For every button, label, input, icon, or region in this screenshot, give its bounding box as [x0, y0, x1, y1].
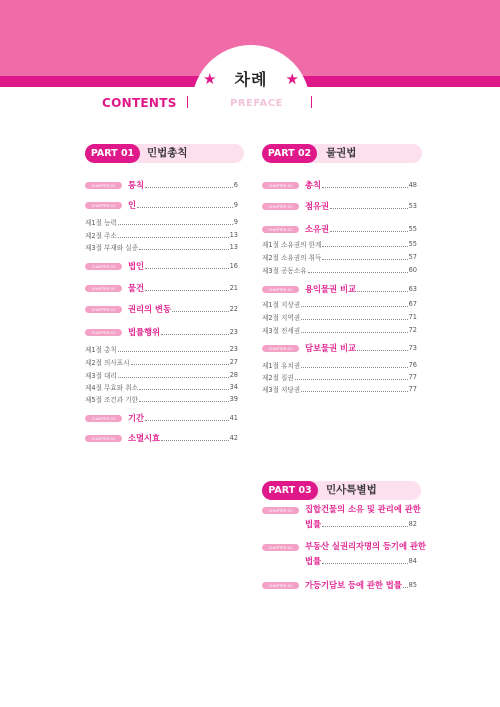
chapter-badge: CHAPTER 01 — [262, 345, 299, 352]
page-number: 13 — [229, 243, 238, 251]
dot-leader — [322, 246, 407, 247]
chapter-title-line2-row — [305, 554, 417, 568]
section-title: 제1절 능력 — [85, 219, 117, 227]
toc-section-row[interactable] — [262, 250, 417, 264]
dot-leader — [403, 587, 408, 588]
chapter-badge: CHAPTER 01 — [85, 202, 122, 209]
toc-section-row[interactable] — [262, 382, 417, 396]
part-tag: PART 01 — [85, 144, 140, 163]
toc-chapter-row[interactable] — [85, 178, 238, 192]
chapter-badge: CHAPTER 01 — [262, 507, 299, 514]
chapter-title: 법인 — [128, 261, 145, 271]
toc-section-row[interactable] — [262, 237, 417, 251]
chapter-badge: CHAPTER 01 — [85, 182, 122, 189]
chapter-title: 통칙 — [128, 180, 145, 190]
toc-section-row[interactable] — [262, 310, 417, 324]
page-number: 72 — [408, 326, 417, 334]
star-icon: ★ — [203, 70, 217, 88]
part-header — [262, 144, 422, 163]
chapter-title-line2: 법률 — [305, 556, 322, 566]
dot-leader — [357, 350, 408, 351]
page-number: 21 — [229, 284, 238, 292]
dot-leader — [301, 391, 407, 392]
page-number: 77 — [408, 385, 417, 393]
dot-leader — [322, 259, 407, 260]
dot-leader — [118, 377, 229, 378]
dot-leader — [161, 334, 229, 335]
dot-leader — [301, 319, 407, 320]
page-number: 82 — [408, 520, 417, 528]
dot-leader — [161, 440, 229, 441]
section-title: 제2절 소유권의 취득 — [262, 254, 322, 262]
dot-leader — [131, 364, 229, 365]
page-number: 53 — [408, 202, 417, 210]
chapter-badge: CHAPTER 01 — [262, 286, 299, 293]
toc-chapter-row[interactable] — [262, 578, 417, 592]
page-number: 55 — [408, 240, 417, 248]
page-number: 23 — [229, 345, 238, 353]
contents-label: CONTENTS — [102, 96, 177, 110]
page-number: 63 — [408, 285, 417, 293]
part-tag: PART 02 — [262, 144, 317, 163]
chapter-title: 가등기담보 등에 관한 법률 — [305, 580, 402, 590]
dot-leader — [330, 231, 408, 232]
chapter-badge: CHAPTER 01 — [85, 435, 122, 442]
toc-section-row[interactable] — [262, 297, 417, 311]
chapter-title: 기간 — [128, 413, 145, 423]
dot-leader — [145, 268, 229, 269]
section-title: 제3절 저당권 — [262, 386, 301, 394]
page-number: 9 — [233, 218, 238, 226]
dot-leader — [330, 208, 408, 209]
dot-leader — [145, 420, 229, 421]
toc-section-row[interactable] — [262, 323, 417, 337]
toc-section-row[interactable] — [85, 342, 238, 356]
page-number: 77 — [408, 373, 417, 381]
page-title: 차례 — [234, 70, 268, 89]
toc-chapter-row[interactable] — [262, 282, 417, 296]
section-title: 제1절 총칙 — [85, 346, 117, 354]
chapter-badge: CHAPTER 01 — [262, 182, 299, 189]
part-title: 민법총칙 — [147, 147, 188, 159]
toc-chapter-row[interactable] — [85, 325, 238, 339]
chapter-title: 점유권 — [305, 201, 330, 211]
dot-leader — [118, 351, 229, 352]
page-number: 48 — [408, 181, 417, 189]
title-row — [192, 67, 310, 93]
page-number: 42 — [229, 434, 238, 442]
page-number: 27 — [229, 358, 238, 366]
toc-chapter-row[interactable] — [85, 281, 238, 295]
section-title: 제3절 공동소유 — [262, 267, 307, 275]
section-title: 제4절 무효와 취소 — [85, 384, 138, 392]
dot-leader — [301, 332, 407, 333]
section-title: 제2절 의사표시 — [85, 359, 130, 367]
chapter-title-line2-row — [305, 517, 417, 531]
dot-leader — [145, 187, 233, 188]
section-title: 제5절 조건과 기한 — [85, 396, 138, 404]
divider — [187, 96, 188, 108]
toc-chapter-row[interactable] — [85, 198, 238, 212]
chapter-badge: CHAPTER 01 — [85, 306, 122, 313]
toc-chapter-row[interactable] — [85, 411, 238, 425]
page-number: 71 — [408, 313, 417, 321]
dot-leader — [322, 187, 408, 188]
toc-section-row[interactable] — [85, 240, 238, 254]
chapter-badge: CHAPTER 01 — [262, 226, 299, 233]
toc-chapter-row[interactable] — [262, 341, 417, 355]
toc-section-row[interactable] — [85, 392, 238, 406]
chapter-title: 물건 — [128, 283, 145, 293]
star-icon: ★ — [285, 70, 299, 88]
page-number: 28 — [229, 371, 238, 379]
chapter-title: 인 — [128, 200, 137, 210]
dot-leader — [295, 379, 408, 380]
chapter-badge: CHAPTER 01 — [85, 329, 122, 336]
dot-leader — [139, 389, 229, 390]
page-number: 9 — [233, 201, 238, 209]
page-number: 84 — [408, 557, 417, 565]
chapter-title: 소유권 — [305, 224, 330, 234]
page-number: 41 — [229, 414, 238, 422]
toc-chapter-row[interactable] — [85, 259, 238, 273]
dot-leader — [357, 291, 408, 292]
chapter-title-line1: 집합건물의 소유 및 관리에 관한 — [305, 504, 421, 514]
dot-leader — [118, 237, 229, 238]
chapter-badge: CHAPTER 01 — [85, 263, 122, 270]
chapter-badge: CHAPTER 01 — [262, 203, 299, 210]
chapter-title: 권리의 변동 — [128, 304, 171, 314]
page-number: 16 — [229, 262, 238, 270]
page-number: 55 — [408, 225, 417, 233]
dot-leader — [308, 272, 408, 273]
dot-leader — [139, 401, 229, 402]
part-header — [262, 481, 421, 500]
chapter-badge: CHAPTER 01 — [85, 285, 122, 292]
page-number: 73 — [408, 344, 417, 352]
section-title: 제2절 지역권 — [262, 314, 301, 322]
page-number: 76 — [408, 361, 417, 369]
section-title: 제3절 대리 — [85, 372, 117, 380]
part-header — [85, 144, 244, 163]
toc-section-row[interactable] — [85, 355, 238, 369]
page-number: 57 — [408, 253, 417, 261]
toc-chapter-row[interactable] — [85, 431, 238, 445]
section-title: 제1절 유치권 — [262, 362, 301, 370]
dot-leader — [137, 207, 233, 208]
toc-section-row[interactable] — [85, 215, 238, 229]
chapter-title-line1: 부동산 실권리자명의 등기에 관한 — [305, 541, 426, 551]
dot-leader — [301, 367, 407, 368]
page-number: 34 — [229, 383, 238, 391]
chapter-title: 소멸시효 — [128, 433, 161, 443]
part-title: 민사특별법 — [326, 484, 377, 496]
divider — [311, 96, 312, 108]
dot-leader — [145, 290, 229, 291]
dot-leader — [172, 311, 229, 312]
toc-chapter-row[interactable] — [262, 199, 417, 213]
toc-chapter-row[interactable] — [262, 503, 421, 533]
dot-leader — [301, 306, 407, 307]
dot-leader — [322, 526, 408, 527]
toc-section-row[interactable] — [262, 263, 417, 277]
section-title: 제3절 전세권 — [262, 327, 301, 335]
page-number: 39 — [229, 395, 238, 403]
section-title: 제3절 부재와 실종 — [85, 244, 138, 252]
section-title: 제1절 소유권의 한계 — [262, 241, 322, 249]
page-number: 60 — [408, 266, 417, 274]
chapter-title: 법률행위 — [128, 327, 161, 337]
part-title: 물권법 — [326, 147, 357, 159]
preface-label: PREFACE — [230, 98, 283, 109]
page-number: 6 — [233, 181, 238, 189]
page-number: 22 — [229, 305, 238, 313]
toc-chapter-row[interactable] — [85, 302, 238, 316]
chapter-badge: CHAPTER 01 — [262, 582, 299, 589]
page-number: 23 — [229, 328, 238, 336]
chapter-badge: CHAPTER 01 — [85, 415, 122, 422]
section-title: 제1절 지상권 — [262, 301, 301, 309]
chapter-title: 담보물권 비교 — [305, 343, 356, 353]
toc-chapter-row[interactable] — [262, 540, 426, 570]
section-title: 제2절 주소 — [85, 232, 117, 240]
dot-leader — [322, 563, 408, 564]
page-number: 85 — [408, 581, 417, 589]
page-number: 67 — [408, 300, 417, 308]
toc-chapter-row[interactable] — [262, 178, 417, 192]
section-title: 제2절 질권 — [262, 374, 294, 382]
chapter-title: 용익물권 비교 — [305, 284, 356, 294]
page-number: 13 — [229, 231, 238, 239]
toc-chapter-row[interactable] — [262, 222, 417, 236]
chapter-badge: CHAPTER 01 — [262, 544, 299, 551]
chapter-title: 총칙 — [305, 180, 322, 190]
dot-leader — [118, 224, 233, 225]
chapter-title-line2: 법률 — [305, 519, 322, 529]
dot-leader — [139, 249, 229, 250]
part-tag: PART 03 — [262, 481, 318, 500]
